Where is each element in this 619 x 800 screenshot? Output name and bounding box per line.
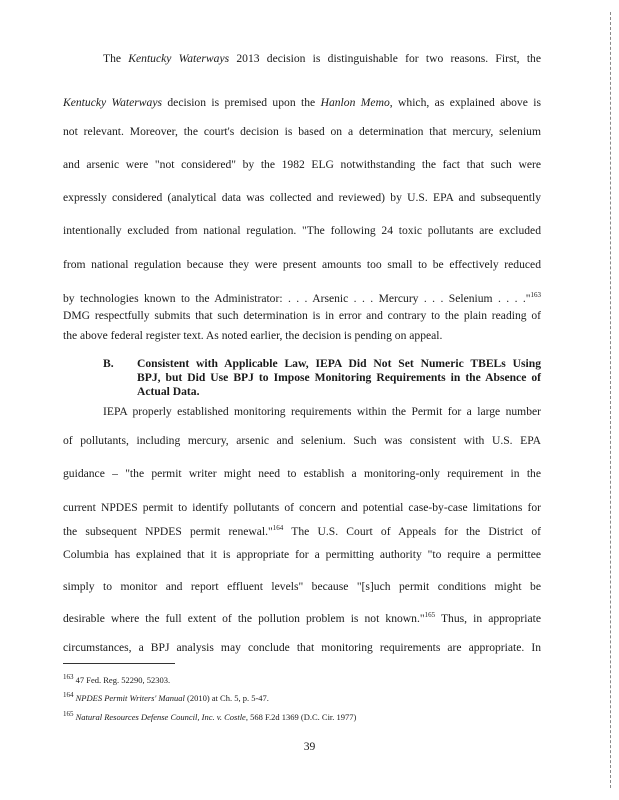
section-heading-line: Actual Data. bbox=[137, 385, 200, 398]
section-heading-line: Consistent with Applicable Law, IEPA Did Not Set Numeric TBELs Using bbox=[137, 357, 541, 370]
body-line: from national regulation because they were present amounts too small to be effectively reduced bbox=[63, 258, 541, 271]
footnote: $^{165}$ Natural Resources Defense Council, Inc. v. Costle, 568 F.2d 1369 (D.C. Cir. 1977) bbox=[63, 710, 357, 722]
footnote-ref: 163 bbox=[530, 291, 541, 300]
footnote-ref: 165 bbox=[424, 611, 436, 620]
body-line: IEPA properly established monitoring requirements within the Permit for a large number bbox=[103, 405, 541, 418]
body-line: by technologies known to the Administrator: . . . Arsenic . . . Mercury . . . Selenium . . . ."$^{163}$ bbox=[63, 291, 541, 305]
footnote-separator bbox=[63, 663, 175, 664]
section-letter: B. bbox=[103, 357, 114, 370]
body-line: of pollutants, including mercury, arsenic and selenium. Such was consistent with U.S. EPA bbox=[63, 434, 541, 447]
footnote: $^{164}$ NPDES Permit Writers' Manual (2010) at Ch. 5, p. 5-47. bbox=[63, 691, 269, 703]
body-line: intentionally excluded from national regulation. "The following 24 toxic pollutants are excluded bbox=[63, 224, 541, 237]
body-line: The Kentucky Waterways 2013 decision is distinguishable for two reasons. First, the bbox=[103, 52, 541, 65]
body-line: the subsequent NPDES permit renewal."$^{164}$ The U.S. Court of Appeals for the District of bbox=[63, 524, 541, 538]
page-number: 39 bbox=[303, 740, 316, 753]
footnote-ref: 164 bbox=[272, 524, 284, 533]
body-line: Kentucky Waterways decision is premised upon the Hanlon Memo, which, as explained above is bbox=[63, 96, 542, 109]
body-line: Columbia has explained that it is appropriate for a permitting authority "to require a permittee bbox=[63, 548, 541, 561]
body-line: DMG respectfully submits that such determination is in error and contrary to the plain reading of bbox=[63, 309, 541, 322]
section-heading-line: BPJ, but Did Use BPJ to Impose Monitoring Requirements in the Absence of bbox=[137, 371, 541, 384]
page-edge-divider bbox=[610, 12, 611, 788]
body-line: current NPDES permit to identify pollutants of concern and potential case-by-case limitations for bbox=[63, 501, 541, 514]
body-line: simply to monitor and report effluent levels" because "[s]uch permit conditions might be bbox=[63, 580, 541, 593]
body-line: and arsenic were "not considered" by the 1982 ELG notwithstanding the fact that such were bbox=[63, 158, 541, 171]
body-line: circumstances, a BPJ analysis may conclude that monitoring requirements are appropriate. In bbox=[63, 641, 541, 654]
footnote: $^{163}$ 47 Fed. Reg. 52290, 52303. bbox=[63, 673, 171, 685]
body-line: guidance – "the permit writer might need to establish a monitoring-only requirement in the bbox=[63, 467, 541, 480]
body-line: the above federal register text. As noted earlier, the decision is pending on appeal. bbox=[63, 329, 443, 342]
body-line: not relevant. Moreover, the court's decision is based on a determination that mercury, selenium bbox=[63, 125, 541, 138]
body-line: desirable where the full extent of the pollution problem is not known."$^{165}$ Thus, in appropriate bbox=[63, 611, 541, 625]
body-line: expressly considered (analytical data was collected and reviewed) by U.S. EPA and subsequently bbox=[63, 191, 541, 204]
